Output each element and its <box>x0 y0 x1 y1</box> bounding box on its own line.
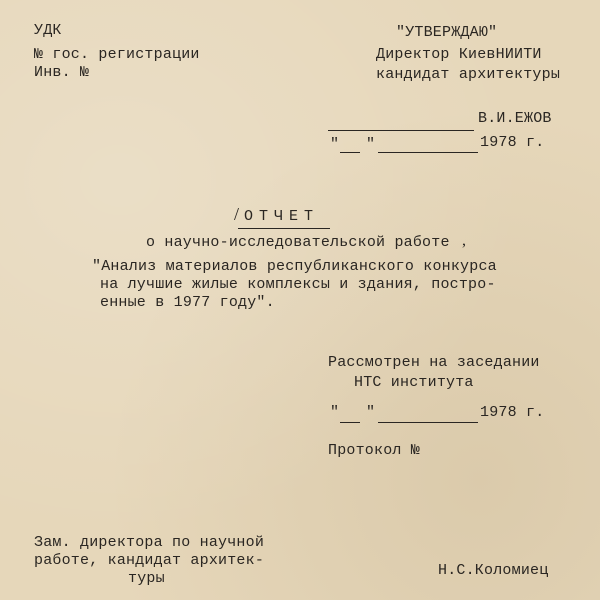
review-date-quote-close: " <box>366 404 376 421</box>
handwritten-bracket-mark: / <box>234 204 240 224</box>
deputy-role-line-3: туры <box>128 570 165 587</box>
protocol-label: Протокол № <box>328 442 421 459</box>
approval-stamp: "УТВЕРЖДАЮ" <box>396 24 498 41</box>
udk-label: УДК <box>34 22 62 39</box>
heading-underline <box>238 228 330 229</box>
review-year: 1978 г. <box>480 404 545 421</box>
approver-name: В.И.ЕЖОВ <box>478 110 552 127</box>
approval-month-line <box>378 152 478 153</box>
signature-line <box>328 130 474 131</box>
approval-day-line <box>340 152 360 153</box>
deputy-role-line-2: работе, кандидат архитек- <box>34 552 265 569</box>
approval-position: Директор КиевНИИТИ <box>376 46 542 63</box>
approval-degree: кандидат архитектуры <box>376 66 561 83</box>
review-date-quote-open: " <box>330 404 340 421</box>
deputy-role-line-1: Зам. директора по научной <box>34 534 265 551</box>
approval-date-quote-open: " <box>330 136 340 153</box>
deputy-name: Н.С.Коломиец <box>438 562 549 579</box>
approval-year: 1978 г. <box>480 134 545 151</box>
review-month-line <box>378 422 478 423</box>
registration-label: № гос. регистрации <box>34 46 200 63</box>
approval-date-quote-close: " <box>366 136 376 153</box>
inventory-label: Инв. № <box>34 64 90 81</box>
report-topic-line-2: на лучшие жилые комплексы и здания, постро- <box>100 276 496 293</box>
report-topic-line-1: "Анализ материалов республиканского конкурса <box>92 258 497 275</box>
review-line-2: НТС института <box>354 374 474 391</box>
handwritten-comma-mark: , <box>462 232 466 249</box>
review-day-line <box>340 422 360 423</box>
report-heading: ОТЧЕТ <box>244 208 320 225</box>
report-topic-line-3: енные в 1977 году". <box>100 294 275 311</box>
review-line-1: Рассмотрен на заседании <box>328 354 540 371</box>
report-subheading: о научно-исследовательской работе <box>146 234 450 251</box>
